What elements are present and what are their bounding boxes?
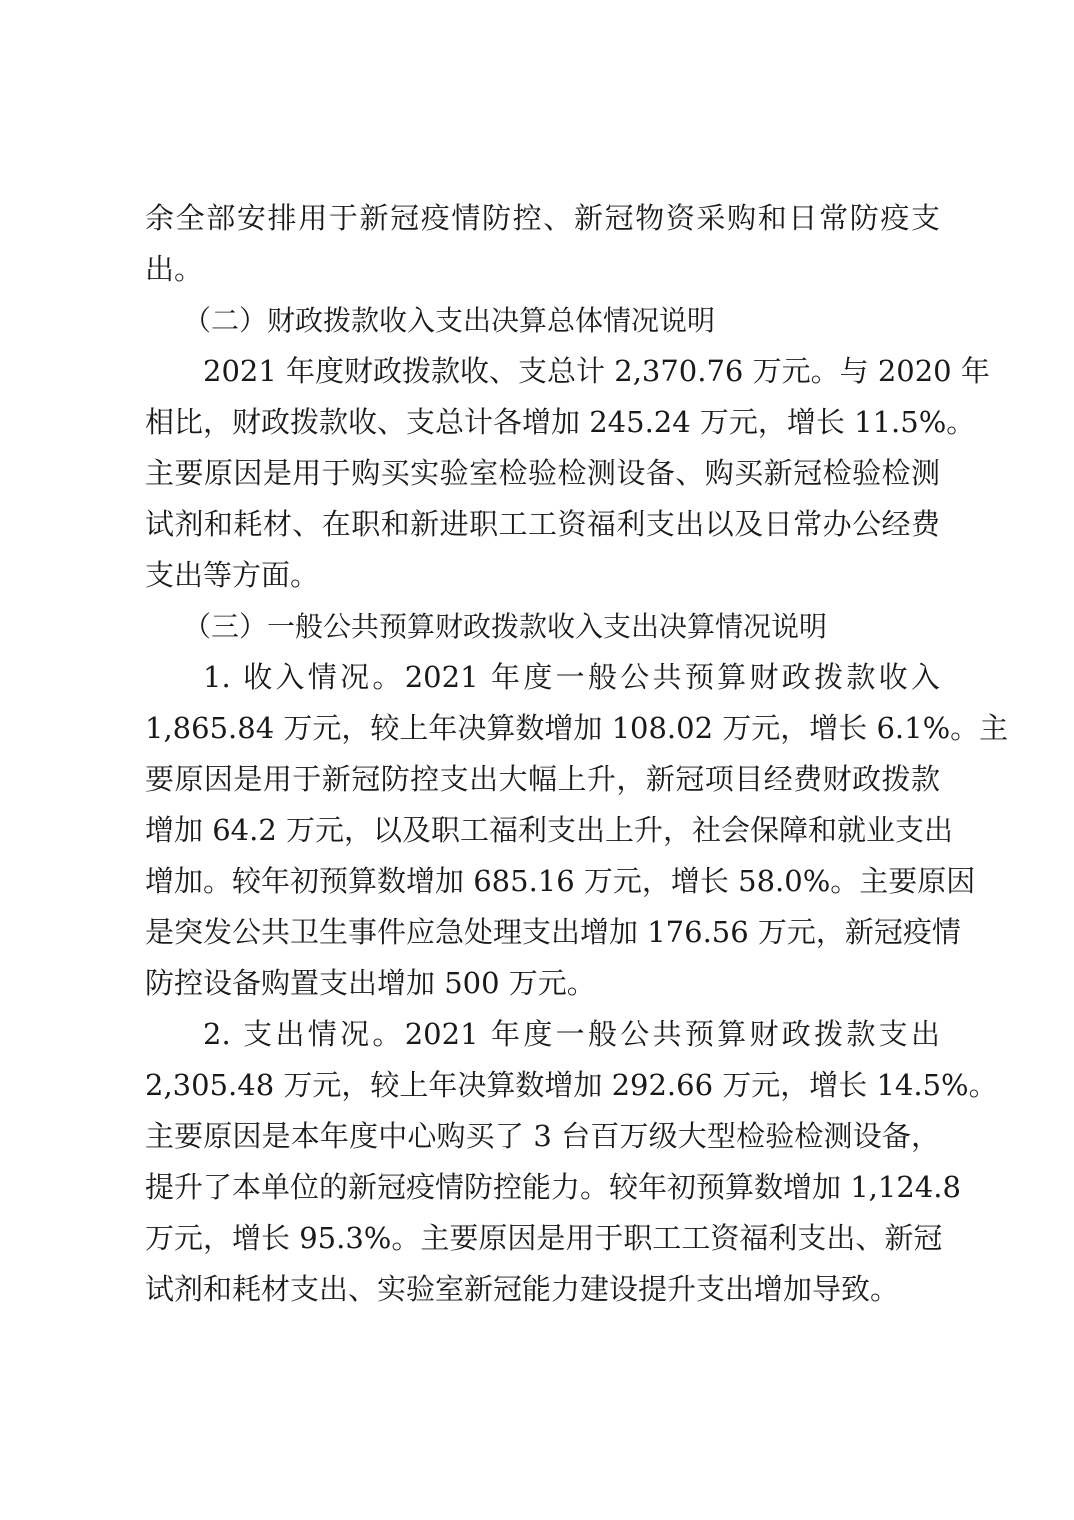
body-line: 试剂和耗材支出、实验室新冠能力建设提升支出增加导致。 [145, 1272, 900, 1306]
body-line: 主要原因是用于购买实验室检验检测设备、购买新冠检验检测 [145, 456, 940, 490]
body-line: 出。 [145, 252, 204, 286]
body-line: 是突发公共卫生事件应急处理支出增加 176.56 万元，新冠疫情 [145, 915, 961, 949]
body-line: 1,865.84 万元，较上年决算数增加 108.02 万元，增长 6.1%。主 [145, 711, 1009, 745]
body-line: 2. 支出情况。2021 年度一般公共预算财政拨款支出 [203, 1017, 940, 1051]
body-line: 提升了本单位的新冠疫情防控能力。较年初预算数增加 1,124.8 [145, 1170, 961, 1204]
body-line: 1. 收入情况。2021 年度一般公共预算财政拨款收入 [203, 660, 940, 694]
body-line: 2021 年度财政拨款收、支总计 2,370.76 万元。与 2020 年 [203, 354, 990, 388]
body-line: 相比，财政拨款收、支总计各增加 245.24 万元，增长 11.5%。 [145, 405, 976, 439]
body-line: 支出等方面。 [145, 558, 320, 592]
section-heading: （二）财政拨款收入支出决算总体情况说明 [183, 304, 716, 337]
document-page [145, 193, 1009, 1315]
body-line: 增加。较年初预算数增加 685.16 万元，增长 58.0%。主要原因 [145, 864, 976, 898]
body-line: 主要原因是本年度中心购买了 3 台百万级大型检验检测设备， [145, 1119, 940, 1153]
body-line: 要原因是用于新冠防控支出大幅上升，新冠项目经费财政拨款 [145, 762, 940, 796]
body-line: 防控设备购置支出增加 500 万元。 [145, 966, 596, 1000]
body-line: 余全部安排用于新冠疫情防控、新冠物资采购和日常防疫支 [145, 201, 940, 235]
body-line: 万元，增长 95.3%。主要原因是用于职工工资福利支出、新冠 [145, 1221, 943, 1255]
body-line: 试剂和耗材、在职和新进职工工资福利支出以及日常办公经费 [145, 507, 940, 541]
body-line: 增加 64.2 万元，以及职工福利支出上升，社会保障和就业支出 [145, 813, 954, 847]
body-line: 2,305.48 万元，较上年决算数增加 292.66 万元，增长 14.5%。 [145, 1068, 998, 1102]
section-heading: （三）一般公共预算财政拨款收入支出决算情况说明 [183, 610, 828, 643]
